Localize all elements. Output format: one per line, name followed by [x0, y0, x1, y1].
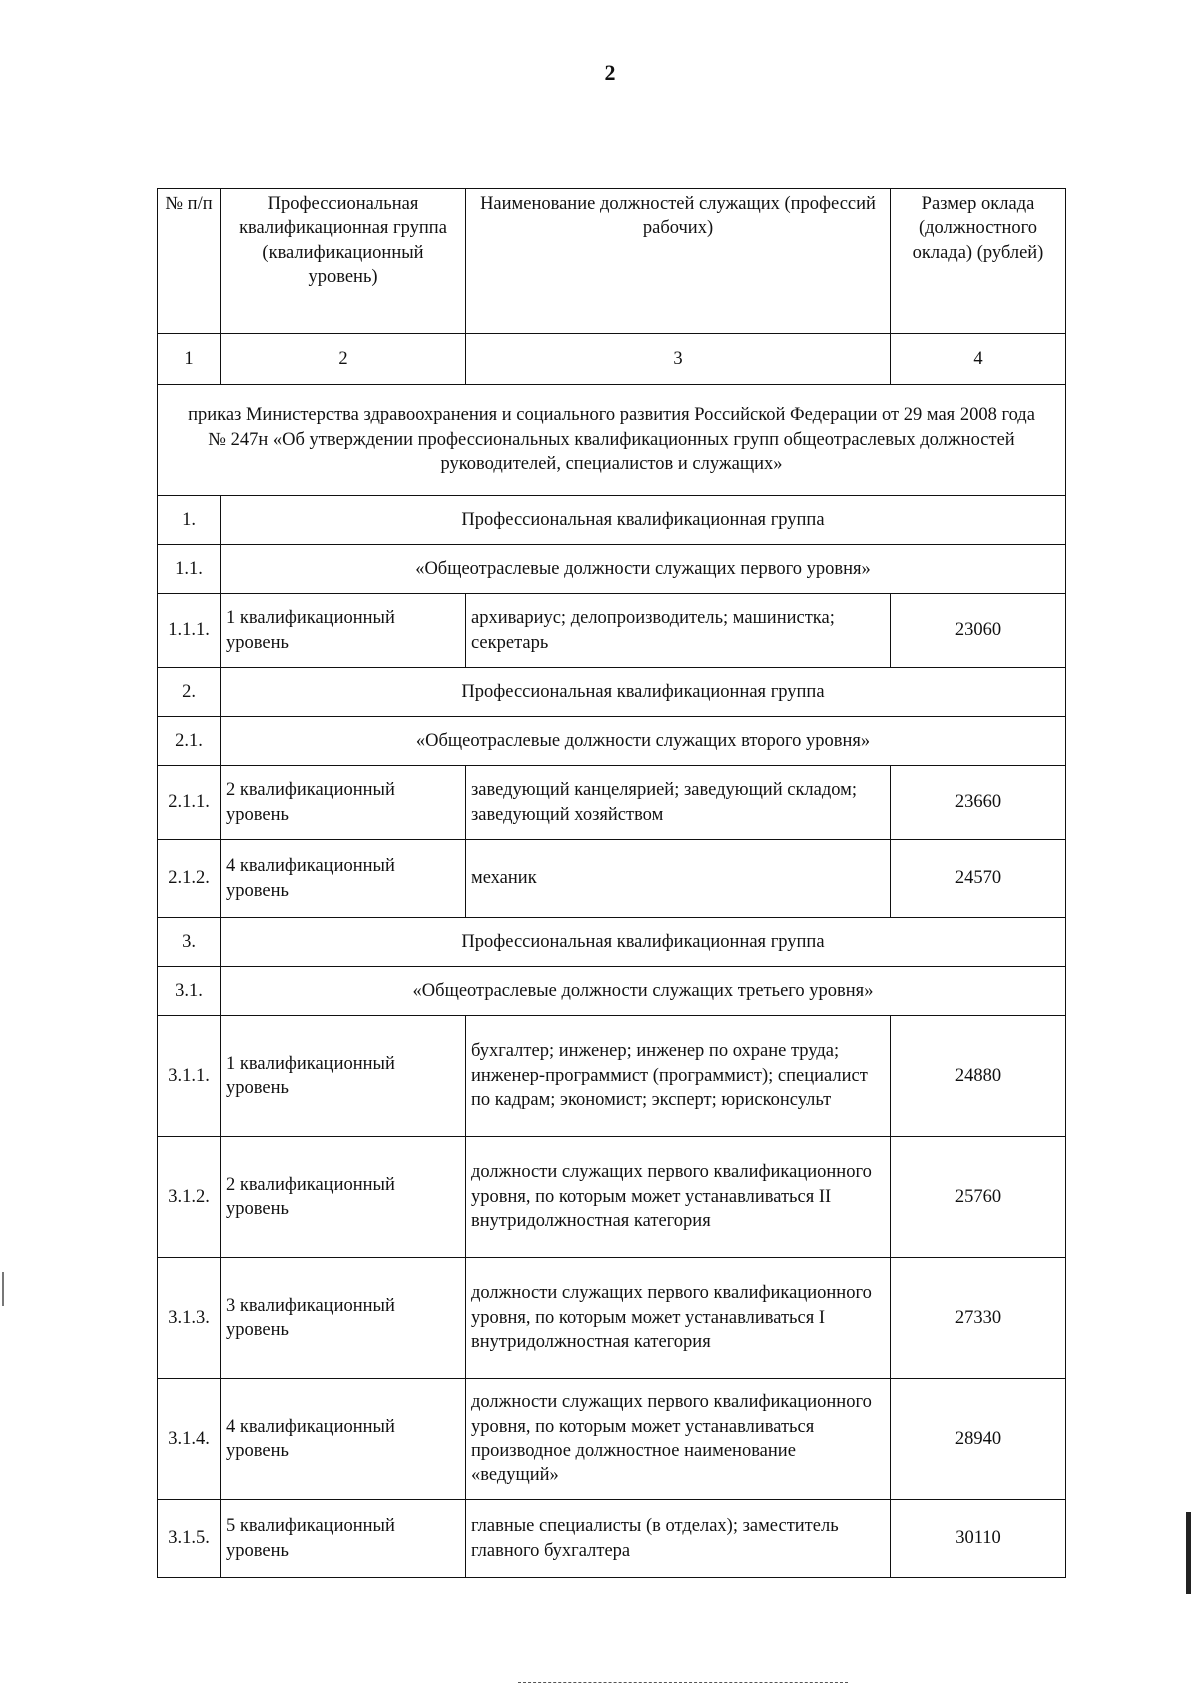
page-number: 2: [604, 60, 616, 85]
position-names: должности служащих первого квалификационного уровня, по которым может устанавливаться II внутридолжностная категория: [466, 1137, 891, 1258]
salary-value: 27330: [891, 1258, 1066, 1379]
group-title: Профессиональная квалификационная группа: [221, 918, 1066, 967]
table-row: [158, 918, 1066, 967]
row-number: 3.1.5.: [158, 1500, 221, 1578]
row-number: 3.1.4.: [158, 1379, 221, 1500]
salary-value: 24570: [891, 840, 1066, 918]
table-row: [158, 717, 1066, 766]
salary-value: 24880: [891, 1016, 1066, 1137]
column-number: 1: [158, 334, 221, 385]
qualification-level: 4 квалификационный уровень: [221, 840, 466, 918]
table-header-row: [158, 189, 1066, 334]
table-row: [158, 1016, 1066, 1137]
scan-mark-right: [1186, 1512, 1191, 1594]
table-row: [158, 967, 1066, 1016]
group-title: Профессиональная квалификационная группа: [221, 496, 1066, 545]
qualification-level: 5 квалификационный уровень: [221, 1500, 466, 1578]
row-number: 3.1.: [158, 967, 221, 1016]
row-number: 2.1.1.: [158, 766, 221, 840]
row-number: 3.1.3.: [158, 1258, 221, 1379]
qualification-level: 4 квалификационный уровень: [221, 1379, 466, 1500]
qualification-level: 1 квалификационный уровень: [221, 1016, 466, 1137]
table-row: [158, 766, 1066, 840]
position-names: главные специалисты (в отделах); заместитель главного бухгалтера: [466, 1500, 891, 1578]
qualification-level: 3 квалификационный уровень: [221, 1258, 466, 1379]
header-salary: Размер оклада (должностного оклада) (рублей): [891, 189, 1066, 334]
column-number: 3: [466, 334, 891, 385]
salary-value: 23060: [891, 594, 1066, 668]
group-title: «Общеотраслевые должности служащих второго уровня»: [221, 717, 1066, 766]
row-number: 2.1.2.: [158, 840, 221, 918]
group-title: Профессиональная квалификационная группа: [221, 668, 1066, 717]
table-row: [158, 545, 1066, 594]
table-row: [158, 668, 1066, 717]
column-numbers-row: [158, 334, 1066, 385]
qualification-level: 2 квалификационный уровень: [221, 1137, 466, 1258]
position-names: должности служащих первого квалификационного уровня, по которым может устанавливаться производное должностное наименование «ведущий»: [466, 1379, 891, 1500]
salary-value: 25760: [891, 1137, 1066, 1258]
row-number: 1.1.: [158, 545, 221, 594]
position-names: механик: [466, 840, 891, 918]
group-title: «Общеотраслевые должности служащих первого уровня»: [221, 545, 1066, 594]
position-names: бухгалтер; инженер; инженер по охране труда; инженер-программист (программист); специалист по кадрам; экономист; эксперт; юрисконсульт: [466, 1016, 891, 1137]
column-number: 2: [221, 334, 466, 385]
row-number: 3.1.1.: [158, 1016, 221, 1137]
table-row: [158, 1258, 1066, 1379]
salary-value: 28940: [891, 1379, 1066, 1500]
row-number: 3.1.2.: [158, 1137, 221, 1258]
scan-mark-left: [2, 1272, 4, 1306]
legal-act-row: [158, 385, 1066, 496]
group-title: «Общеотраслевые должности служащих третьего уровня»: [221, 967, 1066, 1016]
row-number: 1.: [158, 496, 221, 545]
salary-table: [157, 188, 1066, 1578]
column-number: 4: [891, 334, 1066, 385]
table-row: [158, 594, 1066, 668]
row-number: 3.: [158, 918, 221, 967]
qualification-level: 2 квалификационный уровень: [221, 766, 466, 840]
position-names: архивариус; делопроизводитель; машинистка; секретарь: [466, 594, 891, 668]
header-number: № п/п: [158, 189, 221, 334]
position-names: должности служащих первого квалификационного уровня, по которым может устанавливаться I внутридолжностная категория: [466, 1258, 891, 1379]
row-number: 1.1.1.: [158, 594, 221, 668]
salary-value: 30110: [891, 1500, 1066, 1578]
table-row: [158, 1500, 1066, 1578]
salary-value: 23660: [891, 766, 1066, 840]
row-number: 2.: [158, 668, 221, 717]
table-row: [158, 1379, 1066, 1500]
legal-act-title: приказ Министерства здравоохранения и социального развития Российской Федерации от 29 мая 2008 года № 247н «Об утверждении профессиональных квалификационных групп общеотраслевых должностей руководителей, специалистов и служащих»: [158, 385, 1066, 496]
position-names: заведующий канцелярией; заведующий складом; заведующий хозяйством: [466, 766, 891, 840]
table-row: [158, 840, 1066, 918]
table-row: [158, 496, 1066, 545]
table-row: [158, 1137, 1066, 1258]
header-qualification-group: Профессиональная квалификационная группа (квалификационный уровень): [221, 189, 466, 334]
footer-divider: [518, 1682, 848, 1683]
header-position-names: Наименование должностей служащих (профессий рабочих): [466, 189, 891, 334]
qualification-level: 1 квалификационный уровень: [221, 594, 466, 668]
row-number: 2.1.: [158, 717, 221, 766]
